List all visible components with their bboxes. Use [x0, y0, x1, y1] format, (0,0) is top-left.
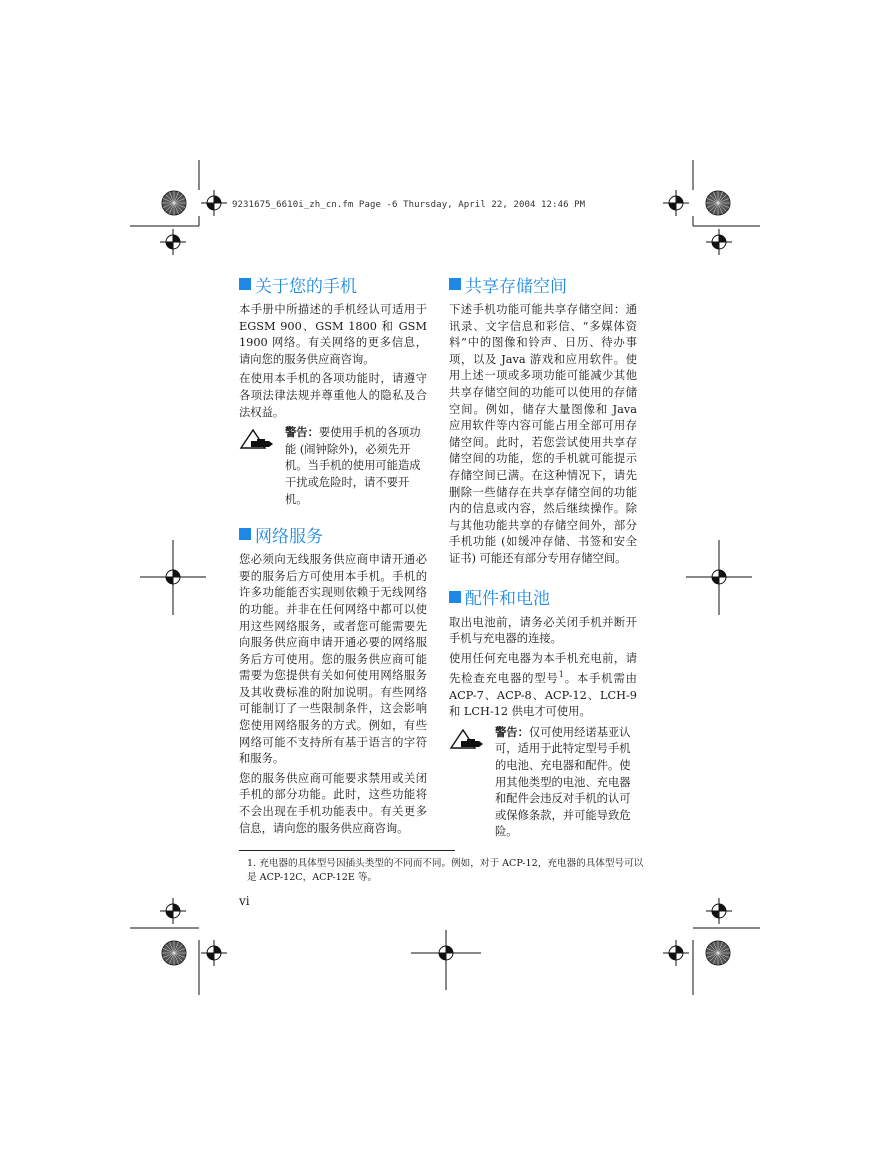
footnote-ref[interactable]: 1 [558, 670, 564, 680]
registration-mark-icon [706, 898, 732, 924]
warning-hand-icon [449, 724, 493, 841]
warning-hand-icon [239, 424, 283, 508]
section-square-icon [449, 278, 461, 290]
warning-block [449, 724, 637, 841]
right-column [449, 272, 637, 841]
registration-mark-icon [201, 940, 227, 966]
paragraph: 本手册中所描述的手机经认可适用于 EGSM 900、GSM 1800 和 GSM 1900 网络。有关网络的更多信息，请向您的服务供应商咨询。 [239, 303, 427, 366]
footnote: 1. 充电器的具体型号因插头类型的不同而不同。例如，对于 ACP-12，充电器的具体型号可以是 ACP-12C，ACP-12E 等。 [247, 858, 644, 883]
footnote-divider [239, 850, 455, 851]
registration-mark-icon [160, 229, 186, 255]
paragraph: 使用任何充电器为本手机充电前，请先检查充电器的型号$^1$。本手机需由 ACP-7、ACP-8、ACP-12、LCH-9 和 LCH-12 供电才可使用。 [449, 651, 637, 719]
warning-label: 警告： [495, 724, 529, 739]
starburst-icon [162, 191, 186, 215]
file-header: 9231675_6610i_zh_cn.fm Page -6 Thursday, April 22, 2004 12:46 PM [232, 200, 586, 210]
registration-mark-icon [706, 229, 732, 255]
page-number: vi [239, 894, 250, 908]
paragraph: 取出电池前，请务必关闭手机并断开手机与充电器的连接。 [449, 615, 637, 646]
registration-mark-icon [160, 898, 186, 924]
registration-mark-icon [663, 190, 689, 216]
warning-text: 仅可使用经诺基亚认可，适用于此特定型号手机的电池、充电器和配件。使用其他类型的电池、充电器和配件会违反对手机的认可或保修条款，并可能导致危险。 [495, 725, 631, 839]
paragraph: 您必须向无线服务供应商申请开通必要的服务后方可使用本手机。手机的许多功能能否实现则依赖于无线网络的功能。并非在任何网络中都可以使用这些网络服务，或者您可能需要先向服务供应商申请开通必要的网络服务后方可使用。您的服务供应商可能需要为您提供有关如何使用网络服务及其收费标准的附加说明。有些网络可能制订了一些限制条件，这会影响您使用网络服务的方式。例如，有些网络可能不支持所有基于语言的字符和服务。 [239, 553, 427, 766]
registration-mark-icon [201, 190, 227, 216]
left-column [239, 272, 427, 840]
warning-block [239, 424, 427, 508]
section-heading-network-services: 网络服务 [239, 522, 427, 546]
section-square-icon [239, 278, 251, 290]
starburst-icon [162, 941, 186, 965]
section-square-icon [449, 591, 461, 603]
section-heading-accessories-battery: 配件和电池 [449, 585, 637, 609]
section-square-icon [239, 528, 251, 540]
starburst-icon [706, 941, 730, 965]
starburst-icon [706, 191, 730, 215]
paragraph: 下述手机功能可能共享存储空间：通讯录、文字信息和彩信、“多媒体资料”中的图像和铃声、日历、待办事项，以及 Java 游戏和应用软件。使用上述一项或多项功能可能减少其他共享存储空间的功能可以使用的存储空间。例如，储存大量图像和 Java 应用软件等内容可能占用全部可用存储空间。此时，若您尝试使用共享存储空间的功能，您的手机就可能提示存储空间已满。在这种情况下，请先删除一些储存在共享存储空间的功能内的信息或内容，然后继续操作。除与其他功能共享的存储空间外，部分手机功能 (如缓冲存储、书签和安全证书) 可能还有部分专用存储空间。 [449, 303, 637, 565]
paragraph: 在使用本手机的各项功能时，请遵守各项法律法规并尊重他人的隐私及合法权益。 [239, 372, 427, 419]
paragraph: 您的服务供应商可能要求禁用或关闭手机的部分功能。此时，这些功能将不会出现在手机功能表中。有关更多信息，请向您的服务供应商咨询。 [239, 771, 427, 835]
warning-text: 要使用手机的各项功能 (闹钟除外)，必须先开机。当手机的使用可能造成干扰或危险时，请不要开机。 [285, 426, 421, 506]
warning-label: 警告： [285, 425, 319, 440]
section-heading-shared-memory: 共享存储空间 [449, 272, 637, 296]
registration-mark-icon [663, 940, 689, 966]
section-heading-about-phone: 关于您的手机 [239, 272, 427, 296]
